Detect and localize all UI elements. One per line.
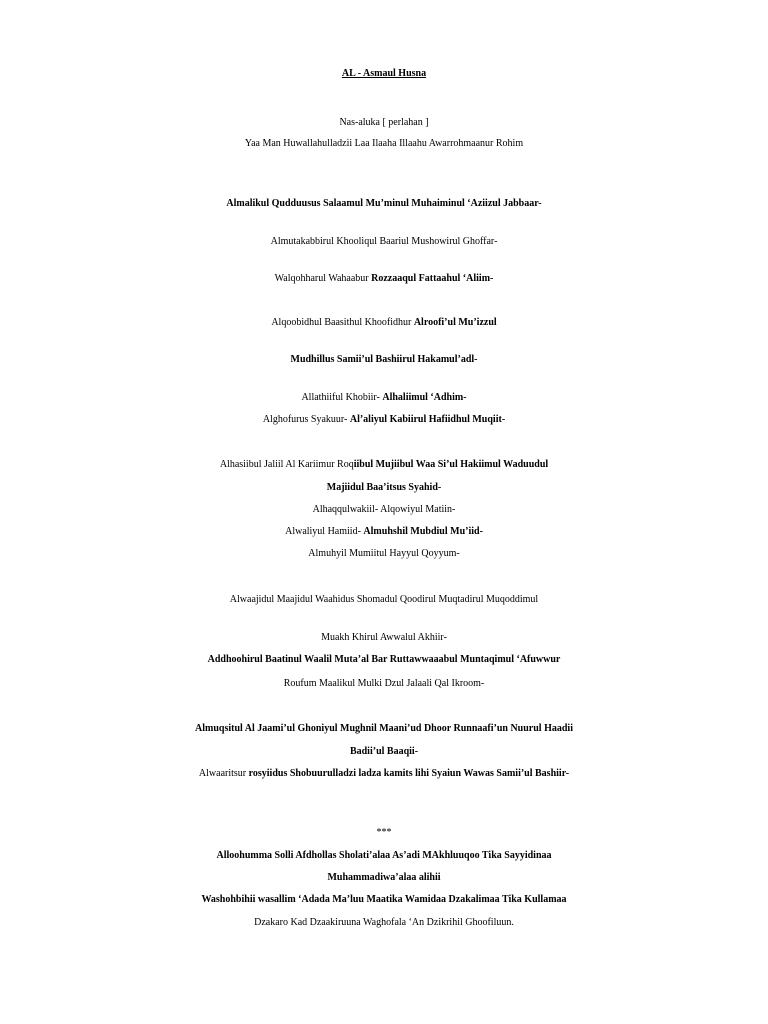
page-title-text: AL - Asmaul Husna [341,68,427,79]
verse-line-3-bold: Rozzaaqul Fattaahul ‘Aliim- [371,273,494,284]
verse-line-6-plain: Allathiiful Khobiir- [301,392,383,403]
verse-line-6-bold: Alhaliimul ‘Adhim- [382,392,467,403]
verse-line-4-bold: Alroofi’ul Mu’izzul [413,317,497,328]
verse-line-9: Majiidul Baa’itsus Syahid- [326,482,442,493]
closing-line-3: Washohbihii wasallim ‘Adada Ma’luu Maatika Wamidaa Dzakalimaa Tika Kullamaa [201,894,567,905]
verse-line-7-bold: Al’aliyul Kabiirul Hafiidhul Muqiit- [349,414,506,425]
verse-line-5: Mudhillus Samii’ul Bashiirul Hakamul’adl- [290,354,478,365]
verse-line-19-plain: Alwaaritsur [198,768,249,779]
verse-line-1: Almalikul Qudduusus Salaamul Mu’minul Muhaiminul ‘Aziizul Jabbaar- [226,198,542,209]
verse-line-17: Almuqsitul Al Jaami’ul Ghoniyul Mughnil Maani’ud Dhoor Runnaafi’un Nuurul Haadii [195,723,573,734]
verse-line-2: Almutakabbirul Khooliqul Baariul Mushowirul Ghoffar- [270,236,498,247]
verse-line-11-bold: Almuhshil Mubdiul Mu’iid- [363,526,483,537]
verse-line-15: Addhoohirul Baatinul Waalil Muta’al Bar Ruttawwaaabul Muntaqimul ‘Afuwwur [207,654,561,665]
verse-line-8-plain: Alhasiibul Jaliil Al Kariimur Roq [219,459,354,470]
verse-line-3-plain: Walqohharul Wahaabur [274,273,372,284]
verse-line-14: Muakh Khirul Awwalul Akhiir- [321,632,447,643]
closing-line-1: Alloohumma Solli Afdhollas Sholati’alaa As’adi MAkhluuqoo Tika Sayyidinaa [216,850,552,861]
verse-line-7-plain: Alghofurus Syakuur- [262,414,350,425]
page-title [0,60,768,88]
verse-line-6 [0,388,768,408]
verse-line-7 [0,410,768,430]
verse-line-4-plain: Alqoobidhul Baasithul Khoofidhur [271,317,414,328]
verse-line-19 [0,764,768,784]
verse-line-16: Roufum Maalikul Mulki Dzul Jalaali Qal Ikroom- [283,678,485,689]
closing-line-4: Dzakaro Kad Dzaakiruuna Waghofala ‘An Dzikrihil Ghoofiluun. [254,917,514,928]
intro-line-2: Yaa Man Huwallahulladzii Laa Ilaaha Illaahu Awarrohmaanur Rohim [244,138,524,149]
closing-separator: *** [376,827,392,838]
verse-line-12: Almuhyil Mumiitul Hayyul Qoyyum- [308,548,460,559]
closing-line-2: Muhammadiwa’alaa alihii [327,872,441,883]
verse-line-3 [0,269,768,289]
verse-line-10: Alhaqqulwakiil- Alqowiyul Matiin- [312,504,456,515]
verse-line-8 [0,455,768,475]
verse-line-13: Alwaajidul Maajidul Waahidus Shomadul Qoodirul Muqtadirul Muqoddimul [229,594,539,605]
intro-line-1: Nas-aluka [ perlahan ] [339,117,429,128]
verse-line-4 [0,313,768,333]
verse-line-19-bold: rosyiidus Shobuurulladzi ladza kamits lihi Syaiun Wawas Samii’ul Bashiir- [248,768,570,779]
verse-line-11 [0,522,768,542]
verse-line-8-bold: iibul Mujiibul Waa Si’ul Hakiimul Waduudul [353,459,549,470]
verse-line-11-plain: Alwaliyul Hamiid- [285,526,364,537]
verse-line-18: Badii’ul Baaqii- [349,746,419,757]
